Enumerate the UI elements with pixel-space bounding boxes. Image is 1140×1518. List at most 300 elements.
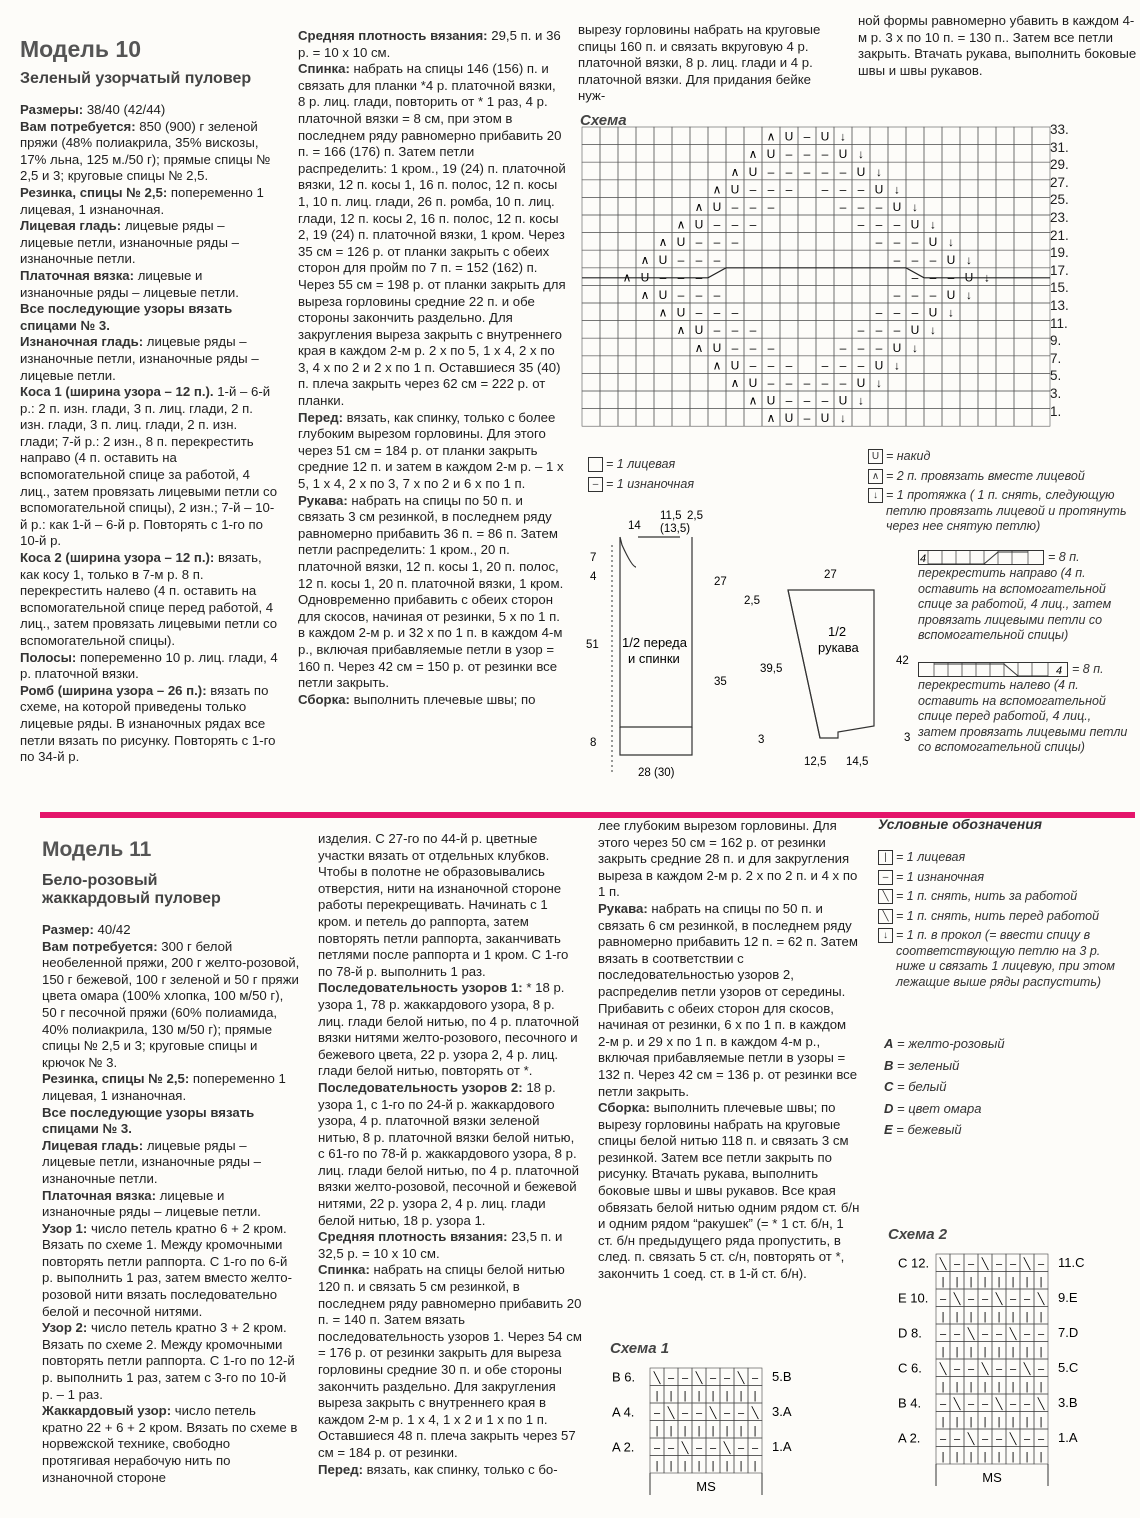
chart-symbol: –	[731, 340, 739, 355]
chart-cell	[924, 338, 942, 356]
chart-symbol: –	[803, 376, 811, 390]
chart-cell	[960, 180, 978, 198]
scheme-symbol: |	[1039, 1276, 1043, 1288]
chart-symbol: –	[749, 217, 757, 232]
chart-cell	[636, 145, 654, 163]
color-key-row	[884, 1055, 1084, 1077]
chart-symbol: –	[875, 235, 883, 250]
chart-cell	[744, 285, 762, 303]
chart-symbol: –	[677, 270, 685, 285]
chart-cell	[942, 127, 960, 145]
chart-cell	[816, 250, 834, 268]
chart-cell	[870, 409, 888, 427]
chart-cell	[654, 391, 672, 409]
chart-cell	[978, 180, 996, 198]
chart-cell	[996, 303, 1014, 321]
chart-symbol: ∧	[658, 235, 668, 250]
scheme-symbol: –	[1023, 1293, 1031, 1306]
chart-cell	[852, 303, 870, 321]
chart-cell	[798, 197, 816, 215]
row-number: 13.	[1050, 297, 1069, 313]
chart-cell	[1014, 303, 1032, 321]
model10-legend-left: = 1 лицевая – = 1 изнаночная	[588, 457, 768, 496]
chart-cell	[852, 409, 870, 427]
stitch-symbol: ↓	[878, 928, 893, 943]
body-label-1: 1/2 переда	[622, 635, 687, 650]
chart-symbol: ↓	[966, 252, 972, 267]
scheme-symbol: ╲	[981, 1258, 989, 1271]
chart-cell	[1014, 285, 1032, 303]
chart-cell	[582, 391, 600, 409]
scheme-symbol: –	[967, 1363, 975, 1376]
row-number: 29.	[1050, 157, 1069, 173]
chart-symbol: –	[839, 340, 847, 355]
chart-cell	[690, 127, 708, 145]
chart-symbol: –	[893, 305, 901, 320]
scheme-symbol: –	[1037, 1258, 1045, 1271]
chart-cell	[708, 409, 726, 427]
svg-text:14,5: 14,5	[846, 756, 869, 768]
paragraph	[598, 901, 860, 1100]
paragraph-heading: Размеры:	[20, 102, 84, 117]
paragraph-heading: Последовательность узоров 2:	[318, 1079, 523, 1095]
chart-symbol: ∧	[712, 182, 722, 197]
color-letter: C	[884, 1079, 894, 1094]
paragraph-heading: Размер:	[42, 922, 94, 937]
chart-cell	[942, 180, 960, 198]
chart-cell	[816, 303, 834, 321]
body-pattern-diagram	[582, 505, 732, 790]
scheme-symbol: ╲	[1009, 1328, 1017, 1341]
chart-symbol: –	[893, 323, 901, 338]
chart-symbol: –	[803, 147, 811, 162]
svg-text:51: 51	[586, 639, 599, 651]
paragraph-heading: Все последующие узоры вязать спицами № 3.	[42, 1104, 255, 1137]
chart-symbol: –	[767, 164, 775, 179]
chart-cell	[762, 233, 780, 251]
paragraph-text: вязать, как спинку, только с бо-	[362, 1461, 558, 1477]
scheme-symbol: ╲	[939, 1363, 947, 1376]
chart-symbol: –	[947, 270, 955, 285]
row-number: 17.	[1050, 262, 1069, 278]
chart-cell	[618, 180, 636, 198]
chart-symbol: –	[767, 340, 775, 355]
chart-cell	[600, 321, 618, 339]
cable-right-legend: 4 = 8 п. перекрестить направо (4 п. оставить на вспомогательной спице за работой, 4 лиц., затем провязать лицевыми петли со вспомогательной спицы)	[918, 550, 1112, 642]
chart-cell	[582, 321, 600, 339]
scheme-symbol: |	[669, 1460, 673, 1472]
chart-cell	[1032, 321, 1050, 339]
scheme-symbol: –	[1023, 1328, 1031, 1341]
chart-symbol: –	[731, 200, 739, 214]
chart-symbol: ∧	[748, 147, 758, 162]
chart-cell	[708, 391, 726, 409]
scheme-symbol: ╲	[981, 1363, 989, 1376]
cable-left-legend: 4 = 8 п. перекрестить налево (4 п. оставить на вспомогательной спице перед работой, 4 лиц., затем провязать лицевыми петли со вспомогательной спицы)	[918, 662, 1128, 754]
chart-cell	[888, 409, 906, 427]
scheme2-chart	[896, 1250, 1085, 1500]
model11-title: Модель 11	[42, 838, 152, 861]
chart-cell	[942, 197, 960, 215]
scheme-symbol: |	[941, 1451, 945, 1463]
chart-cell	[834, 250, 852, 268]
scheme-row-label-left: A 2.	[612, 1439, 635, 1455]
chart-symbol: ↓	[876, 164, 882, 179]
chart-cell	[780, 197, 798, 215]
chart-cell	[996, 356, 1014, 374]
chart-cell	[600, 373, 618, 391]
chart-symbol: U	[838, 147, 848, 162]
chart-symbol: –	[893, 252, 901, 267]
chart-symbol: U	[946, 252, 956, 267]
chart-symbol: ∧	[712, 358, 722, 373]
chart-cell	[996, 180, 1014, 198]
scheme-row-label-right: 3.B	[1058, 1395, 1078, 1410]
chart-symbol: ∧	[730, 376, 740, 390]
chart-cell	[978, 373, 996, 391]
scheme-row-label-left: B 4.	[898, 1395, 922, 1411]
chart-symbol: ↓	[876, 376, 882, 390]
chart-symbol: –	[749, 182, 757, 197]
paragraph-heading: Средняя плотность вязания:	[298, 28, 488, 43]
chart-cell	[618, 197, 636, 215]
chart-cell	[924, 197, 942, 215]
row-number: 1.	[1050, 403, 1062, 419]
chart-cell	[834, 303, 852, 321]
chart-cell	[816, 233, 834, 251]
chart-symbol: U	[640, 270, 650, 285]
chart-symbol: U	[928, 305, 938, 320]
paragraph-text: лицевые ряды – лицевые петли, изнаночные ряды – изнаночные петли.	[20, 218, 239, 267]
paragraph	[598, 1100, 860, 1283]
scheme-symbol: |	[1039, 1451, 1043, 1463]
scheme-symbol: –	[939, 1328, 947, 1341]
chart-cell	[618, 215, 636, 233]
chart-cell	[582, 162, 600, 180]
scheme-row-label-left: D 8.	[898, 1325, 922, 1341]
paragraph-heading: Последовательность узоров 1:	[318, 980, 523, 996]
scheme-symbol: –	[751, 1442, 759, 1455]
chart-symbol: U	[784, 129, 794, 144]
paragraph-text: набрать на спицы 146 (156) п. и связать для планки *4 р. платочной вязки, 8 р. лиц. глади, повторить от * 1 раз, 4 р. платочной вязки = 8 см, при этом в последнем ряду равномерно прибавить 20 п. = 166 (176) п. Затем петли распределить: 1 кром., 19 (24) п. платочной вязки, 12 п. косы 1, 16 п. полос, 12 п. косы 1, 10 п. лиц. глади, 26 п. ромба, 10 п. лиц. глади, 12 п. косы 2, 16 п. полос, 12 п. косы 2, 19 (24) п. платочной вязки, 1 кром. Через 35 см = 126 р. от планки закрыть с обеих сторон для пройм по 7 п. = 152 (162) п. Через 55 см = 198 р. от планки закрыть для выреза горловины средние 22 п. и обе стороны закончить раздельно. Для закругления выреза закрыть с внутреннего края в каждом 2-м р. 2 х по 5, 1 х 4, 2 х по 3, 4 х по 2 и 2 х по 1 п. Оставшиеся 35 (40) п. плеча закрыть через 62 см = 222 р. от планки.	[298, 61, 566, 409]
chart-symbol: –	[677, 252, 685, 267]
chart-cell	[600, 180, 618, 198]
paragraph-text: вязать по схеме, на которой приведены только лицевые ряды. В изнаночных рядах все петли вязать по рисунку. Повторять с 1-го по 34-й р.	[20, 682, 276, 765]
chart-cell	[780, 303, 798, 321]
svg-text:4: 4	[590, 571, 597, 583]
scheme-symbol: |	[997, 1381, 1001, 1393]
model10-legend-right: U = накид ∧ = 2 п. провязать вместе лицевой ↓ = 1 протяжка ( 1 п. снять, следующую петлю провязать лицевой и протянуть через нее снятую петлю)	[868, 449, 1128, 539]
scheme-symbol: –	[967, 1398, 975, 1411]
chart-cell	[654, 215, 672, 233]
paragraph-heading: Узор 1:	[42, 1220, 88, 1236]
paragraph	[298, 28, 566, 61]
chart-symbol: –	[929, 288, 937, 302]
chart-symbol: –	[749, 200, 757, 214]
scheme-symbol: |	[969, 1416, 973, 1428]
color-name: = желто-розовый	[893, 1036, 1005, 1051]
chart-cell	[852, 250, 870, 268]
chart-symbol: –	[857, 340, 865, 355]
color-key-row	[884, 1098, 1084, 1120]
chart-symbol: –	[785, 393, 793, 408]
scheme-symbol: –	[695, 1407, 703, 1420]
chart-cell	[870, 145, 888, 163]
scheme-symbol: –	[1009, 1398, 1017, 1411]
chart-symbol: –	[803, 393, 811, 408]
scheme-symbol: |	[955, 1346, 959, 1358]
scheme-symbol: |	[1011, 1346, 1015, 1358]
chart-cell	[978, 162, 996, 180]
row-number: 5.	[1050, 368, 1062, 384]
scheme-symbol: |	[997, 1346, 1001, 1358]
scheme-symbol: |	[1011, 1381, 1015, 1393]
chart-cell	[942, 409, 960, 427]
scheme-symbol: –	[751, 1372, 759, 1385]
chart-cell	[744, 233, 762, 251]
chart-symbol: ↓	[948, 305, 954, 320]
chart-cell	[600, 338, 618, 356]
chart-cell	[780, 285, 798, 303]
row-number: 11.	[1050, 315, 1068, 331]
chart-cell	[762, 250, 780, 268]
chart-symbol: –	[911, 305, 919, 320]
paragraph	[42, 922, 300, 939]
scheme-symbol: –	[667, 1372, 675, 1385]
model11-legend-title: Условные обозначения	[878, 816, 1043, 832]
paragraph-heading: Жаккардовый узор:	[42, 1403, 172, 1419]
color-key-row	[884, 1119, 1084, 1141]
chart-cell	[888, 145, 906, 163]
chart-cell	[582, 268, 600, 286]
chart-cell	[852, 268, 870, 286]
chart-cell	[654, 356, 672, 374]
paragraph	[20, 102, 278, 119]
paragraph	[20, 218, 278, 268]
chart-cell	[654, 338, 672, 356]
chart-symbol: –	[659, 270, 667, 285]
chart-cell	[798, 233, 816, 251]
chart-symbol: ∧	[766, 411, 776, 426]
paragraph-heading: Рукава:	[598, 900, 648, 916]
chart-cell	[978, 321, 996, 339]
chart-cell	[636, 233, 654, 251]
chart-cell	[618, 321, 636, 339]
chart-cell	[582, 356, 600, 374]
chart-cell	[1014, 373, 1032, 391]
paragraph-heading: Рукава:	[298, 492, 348, 508]
scheme-symbol: ╲	[1023, 1258, 1031, 1271]
chart-cell	[618, 391, 636, 409]
paragraph-heading: Полосы:	[20, 649, 77, 665]
chart-cell	[870, 250, 888, 268]
scheme-symbol: ╲	[1009, 1433, 1017, 1446]
chart-cell	[636, 180, 654, 198]
chart-cell	[762, 215, 780, 233]
chart-cell	[1032, 162, 1050, 180]
chart-symbol: –	[803, 129, 811, 144]
chart-symbol: ↓	[912, 340, 918, 355]
chart-cell	[996, 215, 1014, 233]
chart-cell	[726, 145, 744, 163]
scheme-symbol: |	[1039, 1346, 1043, 1358]
chart-cell	[726, 268, 744, 286]
chart-symbol: ↓	[948, 235, 954, 250]
chart-symbol: U	[892, 200, 902, 214]
svg-text:3: 3	[758, 734, 765, 746]
scheme-symbol: |	[997, 1276, 1001, 1288]
scheme-symbol: |	[955, 1381, 959, 1393]
chart-cell	[1032, 356, 1050, 374]
chart-symbol: U	[874, 182, 884, 197]
paragraph	[20, 683, 278, 766]
chart-cell	[978, 197, 996, 215]
paragraph	[20, 550, 278, 650]
paragraph	[42, 1138, 300, 1188]
chart-cell	[996, 391, 1014, 409]
chart-cell	[978, 145, 996, 163]
chart-cell	[798, 321, 816, 339]
scheme-grid	[936, 1254, 1048, 1464]
paragraph-text: выполнить плечевые швы; по	[349, 691, 536, 707]
scheme-symbol: –	[995, 1433, 1003, 1446]
legend-row	[878, 928, 1118, 990]
chart-cell	[852, 233, 870, 251]
scheme-symbol: –	[737, 1407, 745, 1420]
chart-symbol: –	[875, 323, 883, 338]
chart-cell	[1032, 127, 1050, 145]
chart-symbol: –	[929, 270, 937, 285]
scheme-row-label-right: 3.A	[772, 1404, 792, 1419]
chart-symbol: –	[749, 323, 757, 338]
chart-cell	[672, 162, 690, 180]
k2tog-symbol: ∧	[868, 469, 883, 484]
chart-symbol: ↓	[912, 200, 918, 214]
svg-text:11,5: 11,5	[660, 510, 682, 522]
scheme-row-label-right: 11.C	[1058, 1255, 1085, 1270]
paragraph	[20, 650, 278, 683]
chart-cell	[672, 180, 690, 198]
color-name: = бежевый	[892, 1122, 962, 1137]
scheme-grid	[650, 1368, 762, 1473]
chart-cell	[906, 391, 924, 409]
chart-cell	[960, 303, 978, 321]
legend-row	[878, 889, 1118, 905]
scheme-symbol: |	[1011, 1416, 1015, 1428]
chart-symbol: U	[658, 252, 668, 267]
chart-symbol: –	[731, 305, 739, 320]
chart-cell	[690, 373, 708, 391]
model10-column-2	[298, 28, 566, 708]
chart-cell	[834, 268, 852, 286]
chart-cell	[708, 127, 726, 145]
svg-text:8: 8	[590, 737, 597, 749]
chart-cell	[852, 127, 870, 145]
model10-subtitle: Зеленый узорчатый пуловер	[20, 70, 252, 87]
chart-symbol: –	[893, 217, 901, 232]
paragraph	[20, 334, 278, 384]
chart-cell	[600, 409, 618, 427]
chart-cell	[978, 356, 996, 374]
scheme-symbol: |	[955, 1451, 959, 1463]
chart-symbol: –	[713, 217, 721, 232]
legend-text: = 1 лицевая	[896, 850, 966, 864]
chart-symbol: ↓	[894, 358, 900, 373]
legend-text: = 1 п. снять, нить за работой	[896, 889, 1078, 903]
chart-cell	[726, 285, 744, 303]
chart-cell	[888, 162, 906, 180]
paragraph	[20, 268, 278, 301]
chart-cell	[834, 215, 852, 233]
row-number: 23.	[1050, 209, 1069, 225]
chart-cell	[870, 268, 888, 286]
scheme-symbol: –	[981, 1293, 989, 1306]
paragraph-heading: Сборка:	[598, 1100, 650, 1116]
chart-cell	[672, 197, 690, 215]
scheme-symbol: |	[969, 1276, 973, 1288]
chart-symbol: U	[766, 147, 776, 162]
scheme-symbol: |	[983, 1276, 987, 1288]
paragraph-text: изделия. С 27-го по 44-й р. цветные участки вязать от отдельных клубков. Чтобы в полотне не образовывались отверстия, нити на изнаночной стороне работы перекрещивать. Начинать с 1 кром. и петель до раппорта, затем повторять петли раппорта, заканчивать петлями после раппорта и 1 кром. С 1-го по 78-й р. выполнить 1 раз.	[318, 831, 569, 979]
chart-cell	[924, 356, 942, 374]
scheme-row-label-right: 7.D	[1058, 1325, 1079, 1340]
chart-cell	[690, 356, 708, 374]
chart-symbol: –	[911, 270, 919, 285]
scheme-symbol: –	[981, 1328, 989, 1341]
scheme-row-label-left: C 12.	[898, 1255, 930, 1271]
model10-title: Модель 10	[20, 36, 142, 62]
scheme-symbol: –	[939, 1433, 947, 1446]
chart-symbol: –	[713, 323, 721, 338]
chart-symbol: ∧	[640, 288, 650, 302]
scheme-symbol: |	[683, 1390, 687, 1402]
scheme-symbol: |	[1011, 1276, 1015, 1288]
paragraph-heading: Лицевая гладь:	[42, 1137, 144, 1153]
chart-cell	[762, 268, 780, 286]
scheme-symbol: |	[941, 1381, 945, 1393]
chart-symbol: U	[712, 340, 722, 355]
chart-cell	[1032, 391, 1050, 409]
row-number: 21.	[1050, 227, 1069, 243]
chart-symbol: –	[803, 164, 811, 179]
paragraph-heading: Резинка, спицы № 2,5:	[42, 1071, 190, 1087]
chart-cell	[654, 180, 672, 198]
chart-symbol: –	[695, 288, 703, 302]
chart-cell	[780, 215, 798, 233]
scheme-symbol: |	[1025, 1416, 1029, 1428]
scheme-symbol: |	[753, 1390, 757, 1402]
model11-column-2	[318, 831, 584, 1478]
chart-cell	[906, 145, 924, 163]
chart-symbol: U	[748, 164, 758, 179]
chart-cell	[618, 233, 636, 251]
color-letter: A	[884, 1036, 894, 1051]
scheme-symbol: –	[1023, 1433, 1031, 1446]
stitch-symbol: –	[878, 870, 893, 885]
chart-cell	[978, 285, 996, 303]
chart-cell	[870, 127, 888, 145]
chart-symbol: –	[821, 147, 829, 162]
scheme-row-label-right: 1.A	[1058, 1430, 1078, 1445]
chart-cell	[960, 391, 978, 409]
chart-cell	[978, 233, 996, 251]
chart-cell	[888, 127, 906, 145]
paragraph	[318, 1080, 584, 1229]
chart-symbol: –	[767, 200, 775, 214]
scheme-symbol: |	[1025, 1381, 1029, 1393]
chart-cell	[960, 197, 978, 215]
chart-symbol: –	[785, 358, 793, 373]
